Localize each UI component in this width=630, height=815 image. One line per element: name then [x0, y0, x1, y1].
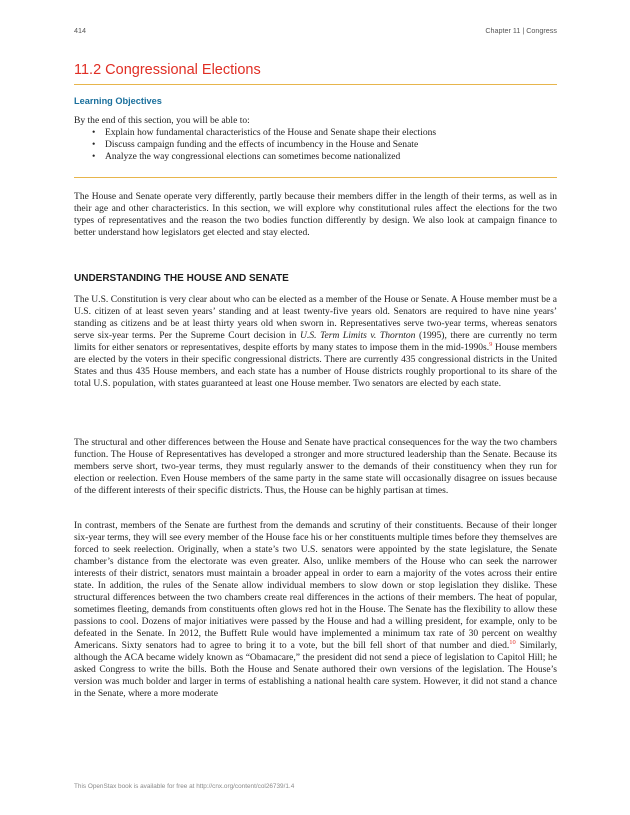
page-number: 414 [74, 26, 86, 35]
chapter-label: Chapter 11 | Congress [485, 26, 557, 35]
text-run: In contrast, members of the Senate are furthest from the demands and scrutiny of their constituents. Because of their longer six-year terms, they will see every member of the House face his or her constituents multiple times before they themselves are forced to seek reelection. Originally, when a state’s two U.S. senators were appointed by the state legislature, the Senate chamber’s distance from the electorate was even greater. Also, unlike members of the House who can seek the narrower interests of their district, senators must maintain a broader appeal in order to earn a majority of the votes across their entire state. In addition, the rules of the Senate allow individual members to slow down or stop legislation they dislike. These structural differences between the two chambers create real differences in the actions of their members. The heat of popular, sometimes fleeting, demands from constituents often glows red hot in the House. The Senate has the flexibility to allow these passions to cool. Dozens of major initiatives were passed by the House and had a willing president, for example, only to be defeated in the Senate. In 2012, the Buffett Rule would have implemented a minimum tax rate of 30 percent on wealthy Americans. Sixty senators had to agree to bring it to a vote, but the bill fell short of that number and died. [74, 520, 557, 651]
learning-objectives-heading: Learning Objectives [74, 96, 162, 106]
footnote-marker[interactable]: 9 [489, 340, 493, 348]
paragraph-requirements [74, 294, 557, 390]
title-divider [74, 84, 557, 85]
list-item: • Explain how fundamental characteristics of the House and Senate shape their elections [74, 127, 557, 139]
text-run: Similarly, although the ACA became widely known as “Obamacare,” the president did not send a piece of legislation to Capitol Hill; he asked Congress to write the bills. Both the House and Senate authored their own versions of the legislation. The House’s version was much bolder and larger in terms of establishing a national health care system. However, it did not stand a chance in the Senate, where a more moderate [74, 640, 557, 699]
list-item: • Discuss campaign funding and the effects of incumbency in the House and Senate [74, 139, 557, 151]
text-run: (1995), there are currently no term limits for either senators or representatives, despite efforts by many states to impose them in the mid-1990s. [74, 330, 557, 353]
subsection-heading: UNDERSTANDING THE HOUSE AND SENATE [74, 273, 289, 284]
list-item: • Analyze the way congressional elections can sometimes become nationalized [74, 151, 557, 163]
text-run: The U.S. Constitution is very clear about who can be elected as a member of the House or Senate. A House member must be a U.S. citizen of at least seven years’ standing and at least twenty-five years old. Senators are required to have nine years’ standing as citizens and be at least thirty years old when sworn in. Representatives serve two-year terms, whereas senators serve six-year terms. Per the Supreme Court decision in [74, 294, 557, 341]
page-footer: This OpenStax book is available for free at http://cnx.org/content/col26739/1.4 [74, 783, 295, 790]
learning-objectives-intro: By the end of this section, you will be able to: [74, 115, 250, 126]
objectives-divider [74, 177, 557, 178]
paragraph-differences: The structural and other differences between the House and Senate have practical consequences for the way the two chambers function. The House of Representatives has developed a stronger and more structured leadership than the Senate. Because its members serve short, two-year terms, they must regularly answer to the demands of their constituency when they run for election or reelection. Even House members of the same party in the same state will occasionally disagree on issues because of the different interests of their specific districts. Thus, the House can be highly partisan at times. [74, 437, 557, 496]
paragraph-senate [74, 520, 557, 700]
section-title: 11.2 Congressional Elections [74, 62, 261, 78]
intro-paragraph: The House and Senate operate very differently, partly because their members differ in the length of their terms, as well as in their age and other characteristics. In this section, we will explore why constitutional rules affect the elections for the two types of representatives and the reason the two bodies function differently by design. We also look at campaign finance to better understand how legislators get elected and stay elected. [74, 191, 557, 238]
footnote-marker[interactable]: 10 [509, 638, 516, 646]
learning-objectives-list [74, 127, 557, 163]
text-run: House members are elected by the voters in their specific congressional districts. There are currently 435 congressional districts in the United States and thus 435 House members, and each state has a number of House districts roughly proportional to its share of the total U.S. population, with states guaranteed at least one House member. Two senators are elected by each state. [74, 342, 557, 389]
case-name: U.S. Term Limits v. Thornton [300, 330, 416, 341]
